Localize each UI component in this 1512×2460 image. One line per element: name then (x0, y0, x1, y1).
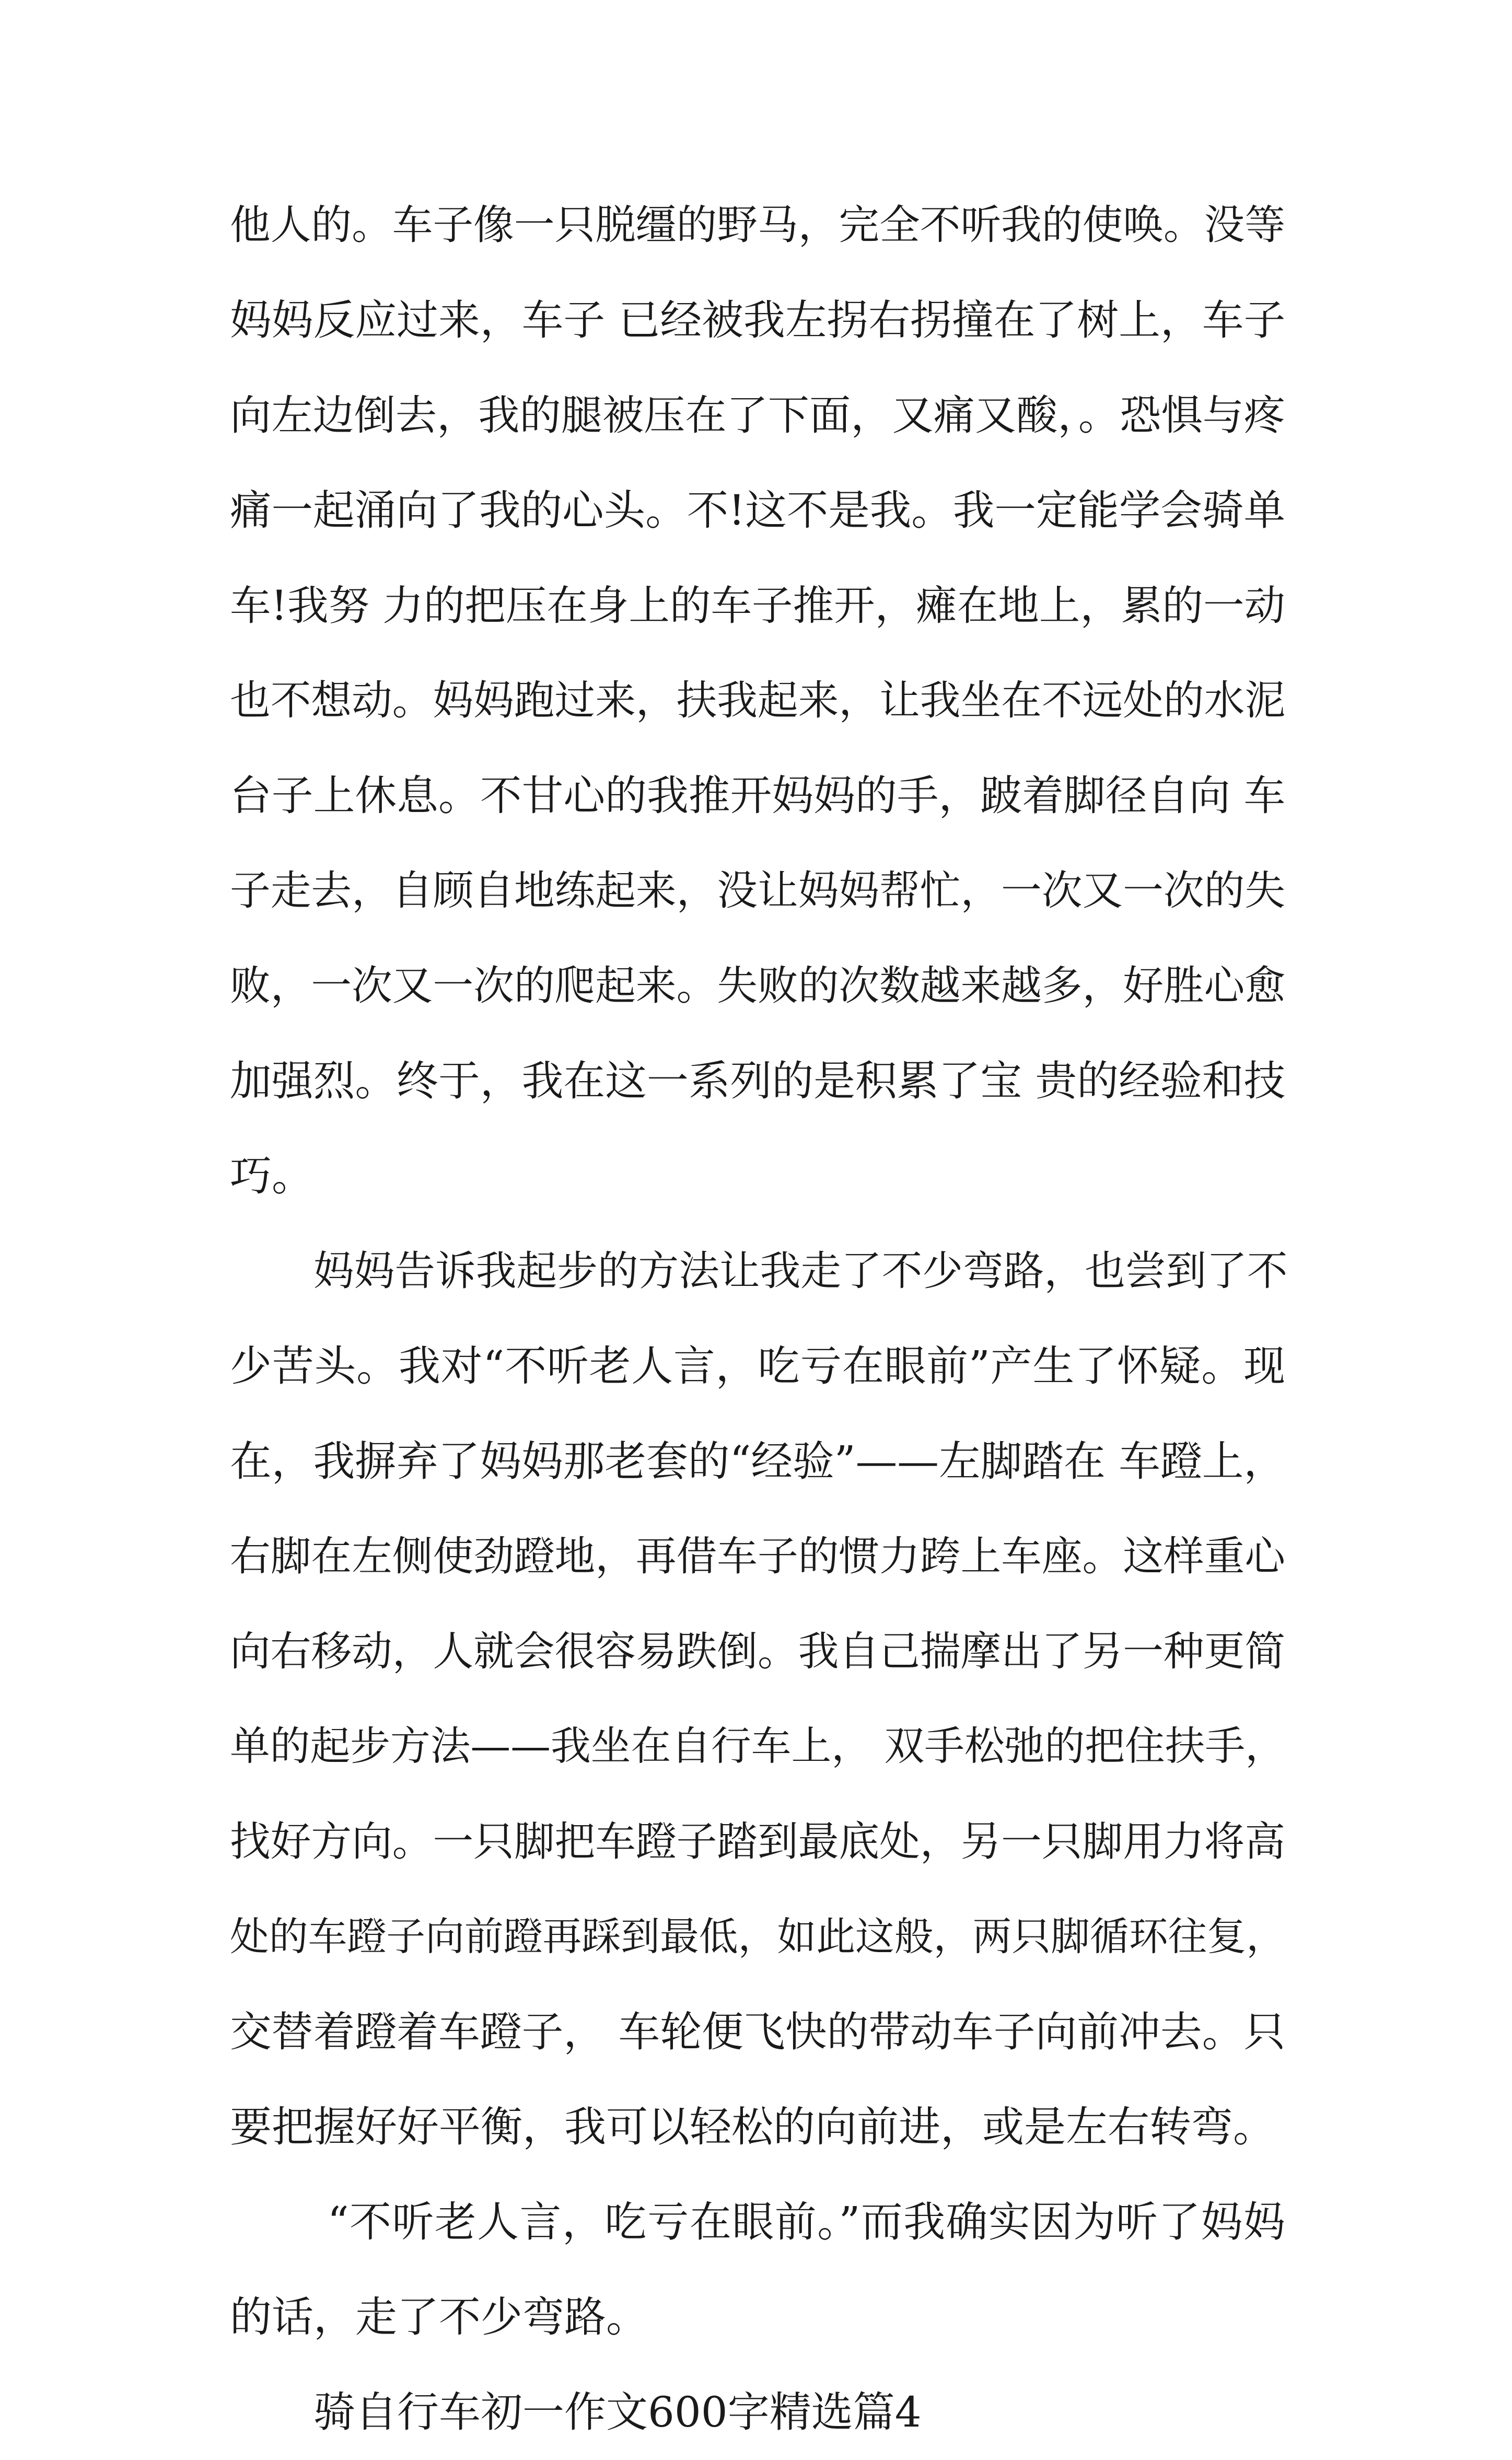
text-line: 向右移动，人就会很容易跌倒。我自己揣摩出了另一种更简 (230, 1628, 1285, 1675)
text-line: 少苦头。我对“不听老人言，吃亏在眼前”产生了怀疑。现 (230, 1342, 1285, 1390)
text-line: 败，一次又一次的爬起来。失败的次数越来越多，好胜心愈 (230, 962, 1285, 1009)
text-line: 妈妈反应过来，车子 已经被我左拐右拐撞在了树上，车子 (230, 296, 1286, 344)
text-line: 车!我努 力的把压在身上的车子推开，瘫在地上，累的一动 (230, 582, 1285, 630)
document-body (230, 178, 1288, 2460)
section-heading (230, 2365, 1285, 2460)
text-line: 子走去，自顾自地练起来，没让妈妈帮忙，一次又一次的失 (230, 867, 1285, 914)
text-line: “不听老人言，吃亏在眼前。”而我确实因为听了妈妈 (313, 2198, 1285, 2246)
paragraph-1 (230, 178, 1285, 1224)
text-line: 加强烈。终于，我在这一系列的是积累了宝 贵的经验和技 (230, 1057, 1286, 1105)
text-line: 在，我摒弃了妈妈那老套的“经验”——左脚踏在 车蹬上， (230, 1437, 1286, 1486)
text-line: 单的起步方法——我坐在自行车上， 双手松弛的把住扶手， (230, 1723, 1285, 1770)
text-line: 痛一起涌向了我的心头。不!这不是我。我一定能学会骑单 (230, 486, 1285, 535)
paragraph-2 (230, 1224, 1288, 2175)
text-line: 他人的。车子像一只脱缰的野马，完全不听我的使唤。没等 (230, 202, 1285, 249)
text-line: 处的车蹬子向前蹬再踩到最低，如此这般，两只脚循环往复， (230, 1914, 1285, 1959)
text-line: 台子上休息。不甘心的我推开妈妈的手，跛着脚径自向 车 (230, 771, 1286, 820)
text-line: 巧。 (230, 1152, 313, 1200)
text-line: 右脚在左侧使劲蹬地，再借车子的惯力跨上车座。这样重心 (230, 1533, 1285, 1580)
paragraph-3 (230, 2175, 1285, 2365)
text-line: 向左边倒去，我的腿被压在了下面，又痛又酸，。恐惧与疼 (230, 391, 1285, 439)
text-line: 交替着蹬着车蹬子， 车轮便飞快的带动车子向前冲去。只 (230, 2008, 1286, 2056)
text-line: 的话，走了不少弯路。 (230, 2293, 648, 2341)
text-line: 找好方向。一只脚把车蹬子踏到最底处，另一只脚用力将高 (230, 1818, 1285, 1865)
heading-line: 骑自行车初一作文600字精选篇4 (313, 2388, 922, 2436)
text-line: 妈妈告诉我起步的方法让我走了不少弯路，也尝到了不 (313, 1248, 1288, 1295)
text-line: 要把握好好平衡，我可以轻松的向前进，或是左右转弯。 (230, 2103, 1275, 2151)
text-line: 也不想动。妈妈跑过来，扶我起来，让我坐在不远处的水泥 (230, 677, 1285, 724)
